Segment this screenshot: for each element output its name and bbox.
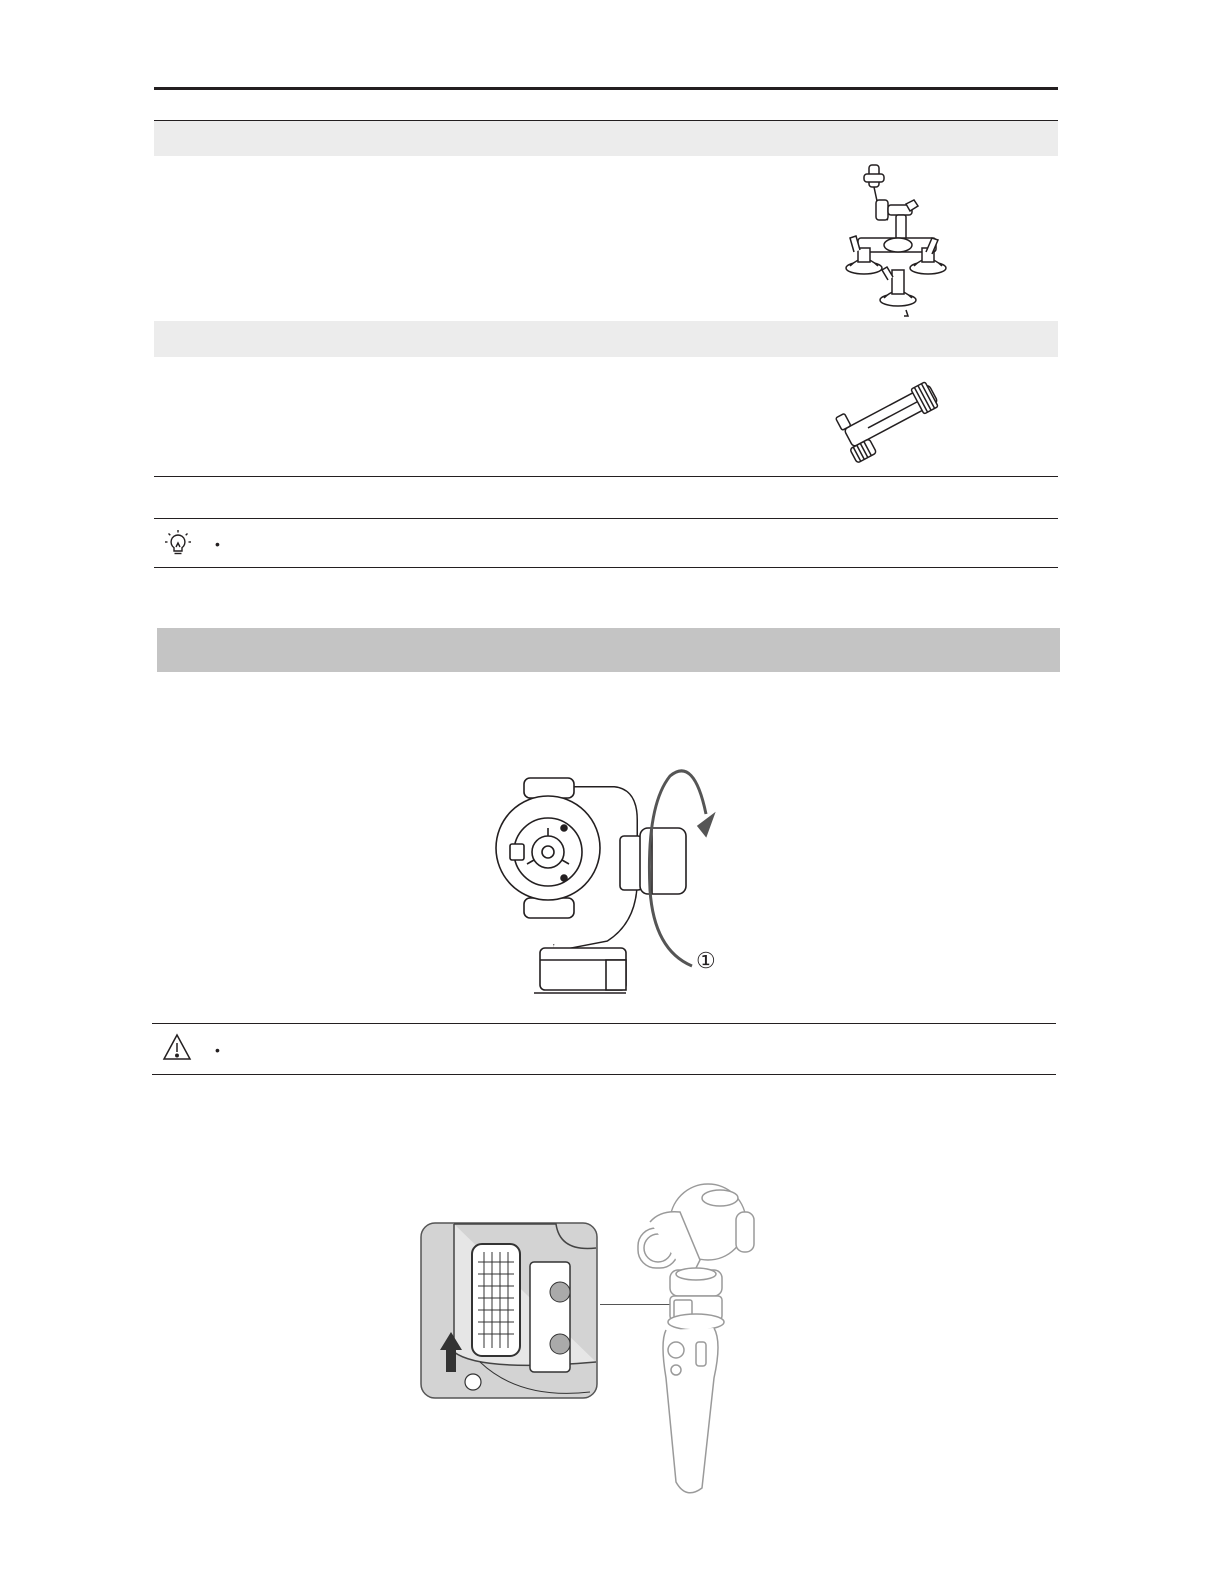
header-rule	[154, 87, 1058, 90]
table-rule	[154, 120, 1058, 121]
gimbal-rotation-figure	[494, 770, 724, 998]
extension-rod-icon	[836, 372, 946, 464]
caution-top-rule	[152, 1023, 1056, 1024]
table-bottom-rule	[154, 476, 1058, 477]
step-number-label: ①	[696, 948, 716, 973]
mount-detail-inset	[420, 1222, 600, 1400]
table-header-band-2	[154, 321, 1058, 357]
warning-triangle-icon	[162, 1033, 192, 1061]
caution-bullet: •	[215, 1042, 220, 1058]
note-bottom-rule	[154, 567, 1058, 568]
table-header-band-1	[154, 120, 1058, 156]
handheld-gimbal-illustration	[630, 1182, 760, 1502]
suction-cup-mount-icon	[836, 160, 956, 320]
caution-bottom-rule	[152, 1074, 1056, 1075]
note-bullet: •	[215, 536, 220, 552]
lightbulb-icon	[164, 529, 192, 557]
note-top-rule	[154, 518, 1058, 519]
section-header-bar	[157, 628, 1060, 672]
